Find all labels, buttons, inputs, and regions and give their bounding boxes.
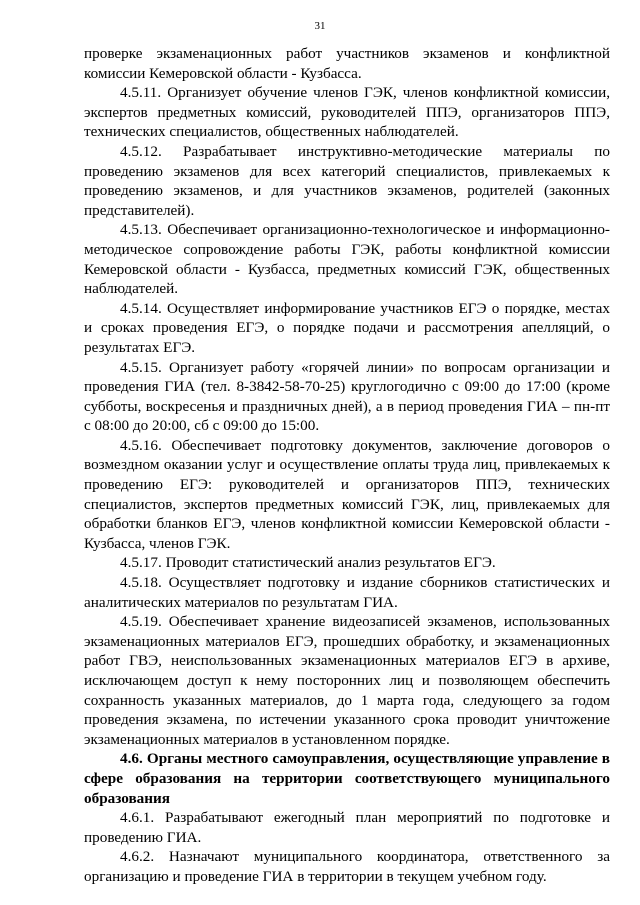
page-number: 31 — [314, 20, 326, 32]
document-body — [84, 44, 610, 887]
paragraph-continuation: проверке экзаменационных работ участников экзаменов и конфликтной комиссии Кемеровской области - Кузбасса. — [84, 45, 610, 82]
clause-4-5-16: 4.5.16. Обеспечивает подготовку документов, заключение договоров о возмездном оказании услуг и осуществление оплаты труда лиц, привлекаемых к проведению ЕГЭ: руководителей и организаторов ППЭ, технических специалистов, экспертов предметных комиссий ГЭК, лиц, привлекаемых для обработки бланков ЕГЭ, членов конфликтной комиссии Кемеровской области - Кузбасса, членов ГЭК. — [84, 436, 610, 552]
clause-4-5-17: 4.5.17. Проводит статистический анализ результатов ЕГЭ. — [120, 554, 496, 572]
clause-4-5-14: 4.5.14. Осуществляет информирование участников ЕГЭ о порядке, местах и сроках проведения ЕГЭ, о порядке подачи и рассмотрения апелляций, о результатах ЕГЭ. — [84, 299, 610, 356]
clause-4-5-11: 4.5.11. Организует обучение членов ГЭК, членов конфликтной комиссии, экспертов предметных комиссий, руководителей ППЭ, организаторов ППЭ, технических специалистов, общественных наблюдателей. — [84, 84, 610, 141]
clause-4-5-19: 4.5.19. Обеспечивает хранение видеозаписей экзаменов, использованных экзаменационных материалов ЕГЭ, прошедших обработку, и экзаменационных работ ГВЭ, неиспользованных экзаменационных материалов ЕГЭ в архиве, исключающем доступ к нему посторонних лиц и позволяющем обеспечить сохранность указанных материалов, до 1 марта года, следующего за годом проведения экзамена, по истечении указанного срока проводит уничтожение экзаменационных материалов в установленном порядке. — [84, 613, 610, 748]
clause-4-5-15: 4.5.15. Организует работу «горячей линии» по вопросам организации и проведения ГИА (тел. 8-3842-58-70-25) круглогодично с 09:00 до 17:00 (кроме субботы, воскресенья и праздничных дней), а в период проведения ГИА – пн-пт с 08:00 до 20:00, сб с 09:00 до 15:00. — [84, 358, 610, 435]
clause-4-5-12: 4.5.12. Разрабатывает инструктивно-методические материалы по проведению экзаменов для всех категорий специалистов, привлекаемых к проведению экзаменов, и для участников экзаменов, родителей (законных представителей). — [84, 142, 610, 219]
clause-4-5-18: 4.5.18. Осуществляет подготовку и издание сборников статистических и аналитических материалов по результатам ГИА. — [84, 574, 610, 611]
clause-4-6-1: 4.6.1. Разрабатывают ежегодный план мероприятий по подготовке и проведению ГИА. — [84, 809, 610, 846]
clause-4-6-2: 4.6.2. Назначают муниципального координатора, ответственного за организацию и проведение ГИА в территории в текущем учебном году. — [84, 848, 610, 885]
clause-4-5-13: 4.5.13. Обеспечивает организационно-технологическое и информационно-методическое сопровождение работы ГЭК, работы конфликтной комиссии Кемеровской области - Кузбасса, предметных комиссий ГЭК, общественных наблюдателей. — [84, 221, 610, 298]
section-heading-4-6: 4.6. Органы местного самоуправления, осуществляющие управление в сфере образования на территории соответствующего муниципального образования — [84, 750, 610, 807]
